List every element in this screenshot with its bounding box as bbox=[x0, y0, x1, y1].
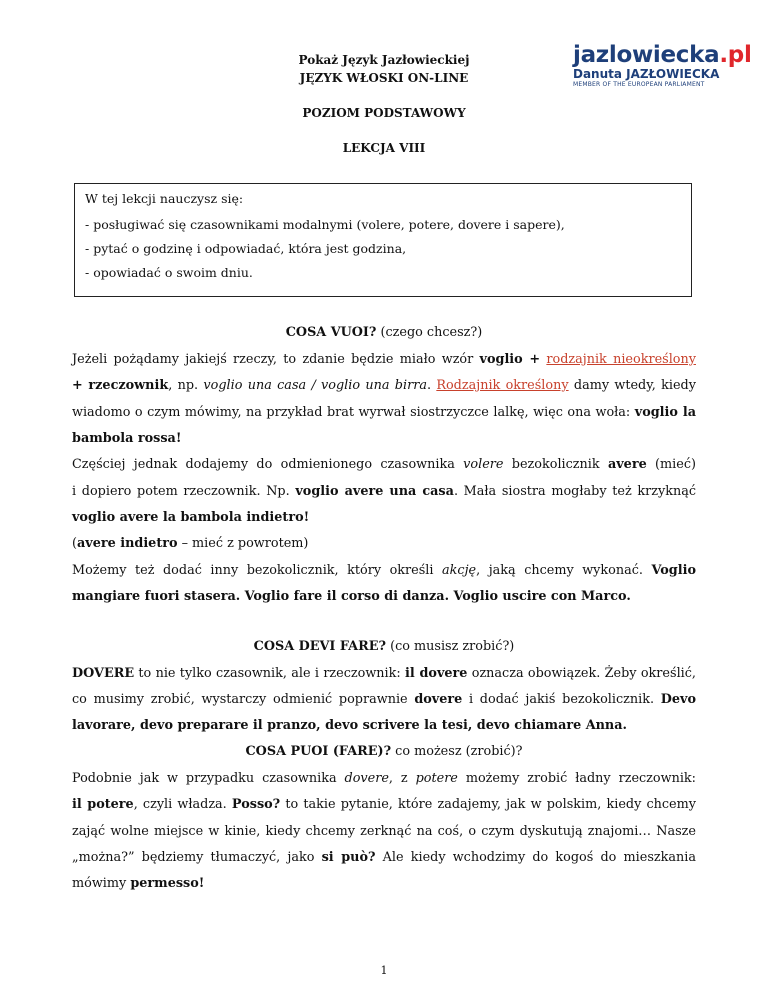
logo-tagline: MEMBER OF THE EUROPEAN PARLIAMENT bbox=[573, 81, 705, 88]
logo-person-name: Danuta JAZŁOWIECKA bbox=[573, 67, 720, 81]
section-heading-cosa-vuoi: COSA VUOI? (czego chcesz?) bbox=[285, 325, 483, 340]
paragraph-line: voglio avere la bambola indietro! bbox=[72, 510, 310, 525]
paragraph-line: zająć wolne miejsce w kinie, kiedy chcemy zerknąć na coś, o czym dyskutują znajomi… Nasze bbox=[72, 824, 696, 839]
logo-wordmark: jazlowiecka.pl bbox=[573, 42, 752, 68]
paragraph-line: + rzeczownik, np. voglio una casa / voglio una birra. Rodzajnik określony damy wtedy, kiedy bbox=[72, 378, 696, 393]
header-title: Pokaż Język Jazłowieckiej bbox=[298, 53, 470, 67]
goal-item: - opowiadać o swoim dniu. bbox=[85, 265, 253, 280]
paragraph-line: co musimy zrobić, wystarczy odmienić poprawnie dovere i dodać jakiś bezokolicznik. Devo bbox=[72, 692, 696, 707]
paragraph-line: il potere, czyli władza. Posso? to takie pytanie, które zadajemy, jak w polskim, kiedy chcemy bbox=[72, 797, 696, 812]
paragraph-line: Jeżeli pożądamy jakiejś rzeczy, to zdanie będzie miało wzór voglio + rodzajnik nieokreślony bbox=[72, 352, 696, 367]
level-heading: POZIOM PODSTAWOWY bbox=[302, 106, 466, 120]
goal-item: - pytać o godzinę i odpowiadać, która jest godzina, bbox=[85, 241, 407, 256]
paragraph-line: DOVERE to nie tylko czasownik, ale i rzeczownik: il dovere oznacza obowiązek. Żeby określić, bbox=[72, 666, 696, 681]
paragraph-line: Podobnie jak w przypadku czasownika dovere, z potere możemy zrobić ładny rzeczownik: bbox=[72, 771, 696, 786]
paragraph-line: „można?” będziemy tłumaczyć, jako si può? Ale kiedy wchodzimy do kogoś do mieszkania bbox=[72, 850, 696, 865]
paragraph-line: (avere indietro – mieć z powrotem) bbox=[72, 536, 309, 551]
lesson-goals-box bbox=[74, 183, 692, 297]
logo bbox=[573, 42, 752, 89]
paragraph-line: wiadomo o czym mówimy, na przykład brat wyrwał siostrzyczce lalkę, więc ona woła: voglio la bbox=[72, 405, 696, 420]
paragraph-line: Częściej jednak dodajemy do odmienionego czasownika volere bezokolicznik avere (mieć) bbox=[72, 457, 696, 472]
lesson-heading: LEKCJA VIII bbox=[342, 141, 426, 155]
paragraph-line: mówimy permesso! bbox=[72, 876, 205, 891]
paragraph-line: i dopiero potem rzeczownik. Np. voglio avere una casa. Mała siostra mogłaby też krzyknąć bbox=[72, 484, 696, 499]
paragraph-line: lavorare, devo preparare il pranzo, devo scrivere la tesi, devo chiamare Anna. bbox=[72, 718, 627, 733]
goal-item: - posługiwać się czasownikami modalnymi (volere, potere, dovere i sapere), bbox=[85, 217, 565, 232]
section-heading-cosa-devi-fare: COSA DEVI FARE? (co musisz zrobić?) bbox=[253, 639, 515, 654]
section-heading-cosa-puoi: COSA PUOI (FARE)? co możesz (zrobić)? bbox=[245, 744, 523, 759]
paragraph-line: mangiare fuori stasera. Voglio fare il corso di danza. Voglio uscire con Marco. bbox=[72, 589, 631, 604]
link-rodzajnik-okreslony[interactable]: Rodzajnik określony bbox=[436, 378, 569, 393]
page-number: 1 bbox=[380, 964, 388, 977]
goals-title: W tej lekcji nauczysz się: bbox=[85, 191, 244, 206]
header-subtitle: JĘZYK WŁOSKI ON-LINE bbox=[299, 71, 469, 85]
paragraph-line: Możemy też dodać inny bezokolicznik, który określi akcję, jaką chcemy wykonać. Voglio bbox=[72, 563, 696, 578]
link-rodzajnik-nieokreslony[interactable]: rodzajnik nieokreślony bbox=[546, 352, 696, 367]
paragraph-line: bambola rossa! bbox=[72, 431, 182, 446]
